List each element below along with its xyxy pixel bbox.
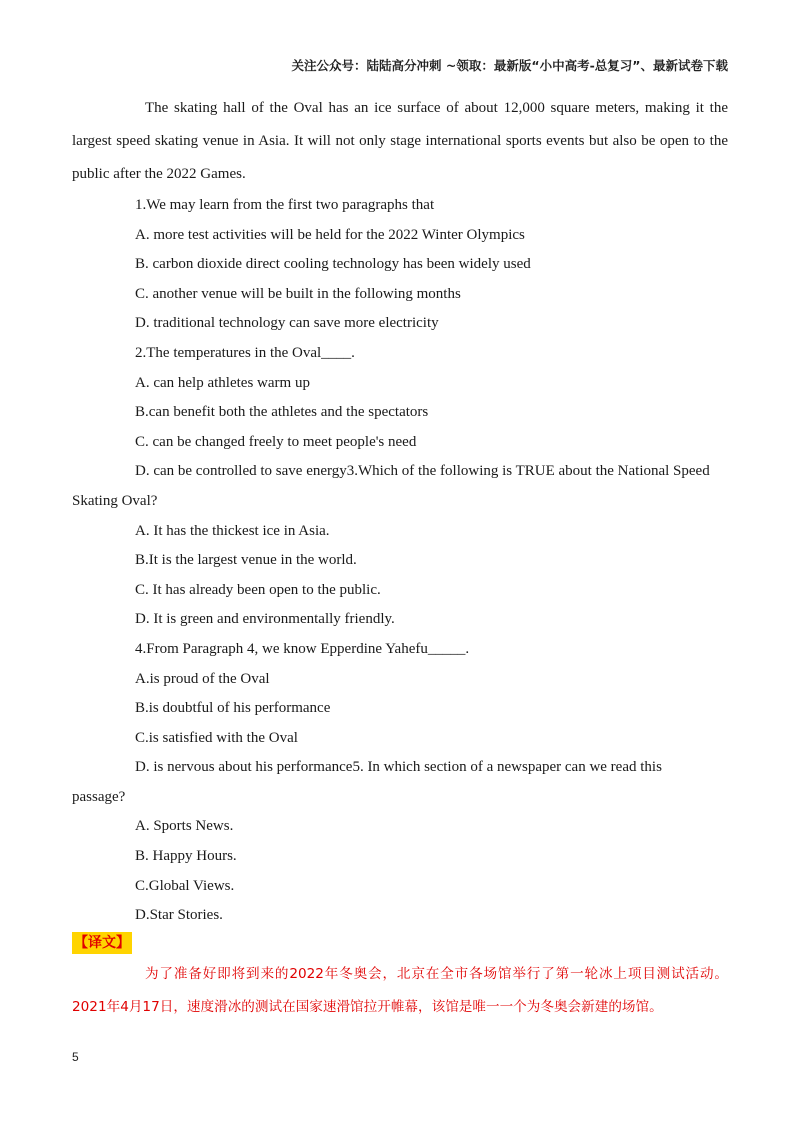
option-4c: C.is satisfied with the Oval [135,729,298,746]
option-4a: A.is proud of the Oval [135,670,270,687]
question-3-continuation: Skating Oval? [72,492,158,509]
option-5c: C.Global Views. [135,877,235,894]
option-5d: D.Star Stories. [135,907,223,924]
option-2d-question-3: D. can be controlled to save energy3.Which of the following is TRUE about the National Speed [135,463,710,480]
option-1b: B. carbon dioxide direct cooling technology has been widely used [135,256,531,273]
option-3c: C. It has already been open to the public. [135,581,381,598]
page-number: 5 [72,1050,79,1064]
question-5-continuation: passage? [72,788,126,805]
option-1a: A. more test activities will be held for the 2022 Winter Olympics [135,226,525,243]
option-1d: D. traditional technology can save more electricity [135,315,439,332]
option-5a: A. Sports News. [135,818,234,835]
option-3a: A. It has the thickest ice in Asia. [135,522,330,539]
option-5b: B. Happy Hours. [135,848,237,865]
question-1: 1.We may learn from the first two paragraphs that [135,197,435,213]
question-2: 2.The temperatures in the Oval____. [135,344,355,361]
translation-text: 为了准备好即将到来的2022年冬奥会，北京在全市各场馆举行了第一轮冰上项目测试活动。2021年4月17日，速度滑冰的测试在国家速滑馆拉开帷幕，该馆是唯一一个为冬奥会新建的场馆。 [72,966,728,1015]
option-2a: A. can help athletes warm up [135,374,310,391]
question-4: 4.From Paragraph 4, we know Epperdine Yahefu_____. [135,640,470,657]
translation-title: 【译文】 [72,932,132,954]
passage-paragraph: The skating hall of the Oval has an ice surface of about 12,000 square meters, making it the largest speed skating venue in Asia. It will not only stage international sports events but also be open to the public after the 2022 Games. [72,100,728,182]
option-2b: B.can benefit both the athletes and the spectators [135,404,429,421]
option-2c: C. can be changed freely to meet people's need [135,433,417,450]
page-header: 关注公众号：陆陆高分冲刺 ~领取：最新版“小中高考-总复习”、最新试卷下载 [291,58,728,73]
option-3d: D. It is green and environmentally friendly. [135,611,395,628]
option-1c: C. another venue will be built in the following months [135,285,461,302]
option-4d-question-5: D. is nervous about his performance5. In which section of a newspaper can we read this [135,759,662,776]
option-3b: B.It is the largest venue in the world. [135,552,357,569]
passage-body [72,92,728,931]
option-4b: B.is doubtful of his performance [135,700,331,717]
